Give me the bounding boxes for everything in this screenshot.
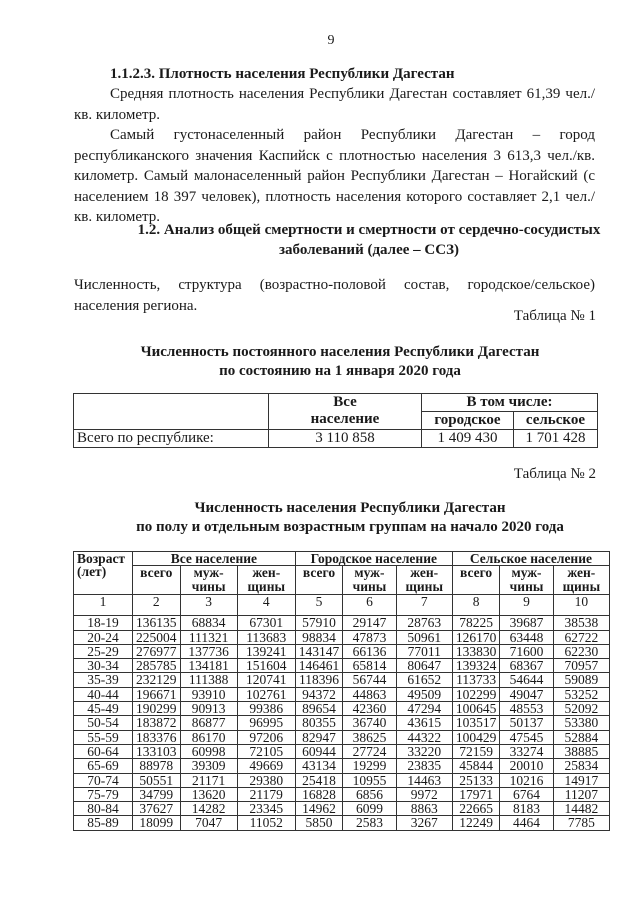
- cell-value: 47294: [396, 702, 452, 716]
- col-number: 4: [237, 595, 295, 616]
- cell-urban: 1 409 430: [422, 430, 514, 448]
- cell-value: 151604: [237, 659, 295, 673]
- cell-value: 80355: [295, 716, 343, 730]
- cell-age: 70-74: [74, 773, 133, 787]
- table-row: [74, 816, 610, 830]
- table-row: [74, 702, 610, 716]
- cell-value: 57910: [295, 616, 343, 630]
- cell-value: 98834: [295, 630, 343, 644]
- cell-age: 50-54: [74, 716, 133, 730]
- col-subheader: жен-щины: [237, 566, 295, 595]
- cell-value: 59089: [553, 673, 609, 687]
- cell-age: 20-24: [74, 630, 133, 644]
- cell-value: 66136: [343, 644, 396, 658]
- cell-value: 8183: [500, 802, 553, 816]
- cell-value: 8863: [396, 802, 452, 816]
- table-row: [74, 644, 610, 658]
- cell-value: 93910: [180, 687, 237, 701]
- cell-value: 2583: [343, 816, 396, 830]
- cell-all: 3 110 858: [269, 430, 422, 448]
- cell-value: 49669: [237, 759, 295, 773]
- cell-value: 44863: [343, 687, 396, 701]
- cell-value: 102299: [452, 687, 500, 701]
- col-number: 9: [500, 595, 553, 616]
- table-row: [74, 673, 610, 687]
- cell-value: 50551: [133, 773, 181, 787]
- cell-value: 72105: [237, 744, 295, 758]
- paragraph-avg-density: Средняя плотность населения Республики Дагестан составляет 61,39 чел./кв. километр.: [74, 86, 595, 123]
- cell-value: 72159: [452, 744, 500, 758]
- cell-value: 38885: [553, 744, 609, 758]
- table2-title: [60, 499, 640, 537]
- paragraph-population-structure: Численность, структура (возрастно-половой состав, городское/сельское) населения региона.: [74, 277, 595, 314]
- cell-age: 18-19: [74, 616, 133, 630]
- cell-value: 9972: [396, 787, 452, 801]
- col-subheader: всего: [295, 566, 343, 595]
- col-subheader: муж-чины: [180, 566, 237, 595]
- col-group: Сельское население: [452, 552, 609, 566]
- cell-value: 38538: [553, 616, 609, 630]
- cell-value: 16828: [295, 787, 343, 801]
- header-row-subcols: [74, 566, 610, 595]
- cell-value: 80647: [396, 659, 452, 673]
- table-row: [74, 687, 610, 701]
- col-number: 3: [180, 595, 237, 616]
- cell-value: 96995: [237, 716, 295, 730]
- cell-value: 7047: [180, 816, 237, 830]
- cell-value: 90913: [180, 702, 237, 716]
- cell-value: 100645: [452, 702, 500, 716]
- section-heading-density: 1.1.2.3. Плотность населения Республики Дагестан: [110, 66, 455, 82]
- cell-value: 86170: [180, 730, 237, 744]
- cell-age: 25-29: [74, 644, 133, 658]
- cell-value: 50137: [500, 716, 553, 730]
- heading-line: 1.2. Анализ общей смертности и смертности от сердечно-сосудистых: [137, 222, 601, 238]
- title-line: Численность населения Республики Дагестан: [194, 500, 506, 516]
- col-subheader: всего: [133, 566, 181, 595]
- col-subheader: жен-щины: [396, 566, 452, 595]
- cell-value: 136135: [133, 616, 181, 630]
- cell-value: 190299: [133, 702, 181, 716]
- cell-value: 14282: [180, 802, 237, 816]
- cell-value: 29147: [343, 616, 396, 630]
- cell-age: 80-84: [74, 802, 133, 816]
- table-row: [74, 773, 610, 787]
- cell-value: 42360: [343, 702, 396, 716]
- table-row: [74, 616, 610, 630]
- cell-value: 285785: [133, 659, 181, 673]
- table-row: [74, 759, 610, 773]
- cell-value: 97206: [237, 730, 295, 744]
- cell-value: 63448: [500, 630, 553, 644]
- col-urban: городское: [422, 412, 514, 430]
- cell-value: 88978: [133, 759, 181, 773]
- cell-value: 60998: [180, 744, 237, 758]
- cell-value: 183376: [133, 730, 181, 744]
- cell-value: 183872: [133, 716, 181, 730]
- heading-line: заболеваний (далее – ССЗ): [278, 242, 459, 258]
- cell-value: 33274: [500, 744, 553, 758]
- cell-value: 20010: [500, 759, 553, 773]
- cell-value: 17971: [452, 787, 500, 801]
- cell-value: 19299: [343, 759, 396, 773]
- cell-value: 34799: [133, 787, 181, 801]
- col-all-population: Все население: [269, 394, 422, 430]
- cell-value: 62722: [553, 630, 609, 644]
- cell-value: 39309: [180, 759, 237, 773]
- table-row: [74, 630, 610, 644]
- cell-value: 86877: [180, 716, 237, 730]
- population-total-table: [73, 393, 598, 448]
- row-label: Всего по республике:: [74, 430, 269, 448]
- cell-value: 61652: [396, 673, 452, 687]
- cell-value: 102761: [237, 687, 295, 701]
- cell-value: 71600: [500, 644, 553, 658]
- cell-value: 21179: [237, 787, 295, 801]
- cell-age: 35-39: [74, 673, 133, 687]
- cell-value: 133830: [452, 644, 500, 658]
- cell-value: 14962: [295, 802, 343, 816]
- table1-title: [60, 343, 620, 381]
- cell-rural: 1 701 428: [513, 430, 597, 448]
- paragraph-density-districts: Самый густонаселенный район Республики Дагестан – город республиканского значения Каспийск с плотностью населения 3 613,3 чел./кв. километр. Самый малонаселенный район Республики Дагестан – Ногайский (с населением 18 397 человек), плотность населения которого составляет 2,1 чел./кв. километр.: [74, 127, 595, 225]
- cell-value: 21171: [180, 773, 237, 787]
- cell-value: 103517: [452, 716, 500, 730]
- cell-value: 126170: [452, 630, 500, 644]
- cell-value: 33220: [396, 744, 452, 758]
- cell-age: 45-49: [74, 702, 133, 716]
- section-heading-mortality: [74, 220, 640, 260]
- cell-age: 55-59: [74, 730, 133, 744]
- cell-value: 47545: [500, 730, 553, 744]
- cell-value: 43615: [396, 716, 452, 730]
- table-row: [74, 430, 598, 448]
- cell-value: 52092: [553, 702, 609, 716]
- cell-value: 196671: [133, 687, 181, 701]
- table-row: [74, 730, 610, 744]
- cell-value: 5850: [295, 816, 343, 830]
- cell-value: 47873: [343, 630, 396, 644]
- col-age: Возраст (лет): [74, 552, 133, 595]
- cell-value: 29380: [237, 773, 295, 787]
- cell-value: 10955: [343, 773, 396, 787]
- col-number: 10: [553, 595, 609, 616]
- cell-value: 11207: [553, 787, 609, 801]
- cell-value: 100429: [452, 730, 500, 744]
- col-subheader: всего: [452, 566, 500, 595]
- cell-value: 28763: [396, 616, 452, 630]
- cell-value: 99386: [237, 702, 295, 716]
- cell-value: 25834: [553, 759, 609, 773]
- cell-value: 37627: [133, 802, 181, 816]
- cell-value: 113733: [452, 673, 500, 687]
- cell-value: 50961: [396, 630, 452, 644]
- col-including: В том числе:: [422, 394, 598, 412]
- cell-value: 56744: [343, 673, 396, 687]
- cell-value: 52884: [553, 730, 609, 744]
- cell-value: 14482: [553, 802, 609, 816]
- cell-value: 14463: [396, 773, 452, 787]
- col-subheader: муж-чины: [500, 566, 553, 595]
- cell-value: 22665: [452, 802, 500, 816]
- cell-value: 44322: [396, 730, 452, 744]
- col-subheader: жен-щины: [553, 566, 609, 595]
- col-number: 5: [295, 595, 343, 616]
- cell-value: 111321: [180, 630, 237, 644]
- table-row: [74, 787, 610, 801]
- cell-age: 60-64: [74, 744, 133, 758]
- cell-value: 6099: [343, 802, 396, 816]
- cell-value: 60944: [295, 744, 343, 758]
- cell-value: 225004: [133, 630, 181, 644]
- cell-value: 25133: [452, 773, 500, 787]
- cell-value: 65814: [343, 659, 396, 673]
- table-row: [74, 744, 610, 758]
- cell-value: 68367: [500, 659, 553, 673]
- page-number: 9: [327, 33, 335, 48]
- col-subheader: муж-чины: [343, 566, 396, 595]
- cell-value: 39687: [500, 616, 553, 630]
- cell-age: 65-69: [74, 759, 133, 773]
- cell-value: 77011: [396, 644, 452, 658]
- cell-value: 11052: [237, 816, 295, 830]
- cell-value: 139324: [452, 659, 500, 673]
- col-group: Городское население: [295, 552, 452, 566]
- cell-value: 118396: [295, 673, 343, 687]
- cell-value: 48553: [500, 702, 553, 716]
- title-line: по полу и отдельным возрастным группам на начало 2020 года: [136, 519, 564, 535]
- cell-value: 23345: [237, 802, 295, 816]
- cell-value: 7785: [553, 816, 609, 830]
- table-row: [74, 802, 610, 816]
- cell-value: 139241: [237, 644, 295, 658]
- col-rural: сельское: [513, 412, 597, 430]
- title-line: Численность постоянного населения Республики Дагестан: [140, 344, 540, 360]
- cell-value: 134181: [180, 659, 237, 673]
- col-number: 8: [452, 595, 500, 616]
- cell-age: 85-89: [74, 816, 133, 830]
- cell-value: 6764: [500, 787, 553, 801]
- cell-value: 18099: [133, 816, 181, 830]
- cell-value: 43134: [295, 759, 343, 773]
- cell-value: 27724: [343, 744, 396, 758]
- cell-value: 276977: [133, 644, 181, 658]
- cell-value: 67301: [237, 616, 295, 630]
- cell-age: 75-79: [74, 787, 133, 801]
- cell-value: 36740: [343, 716, 396, 730]
- header-row-numbers: [74, 595, 610, 616]
- cell-value: 133103: [133, 744, 181, 758]
- cell-value: 49509: [396, 687, 452, 701]
- cell-value: 113683: [237, 630, 295, 644]
- cell-value: 53380: [553, 716, 609, 730]
- cell-value: 38625: [343, 730, 396, 744]
- cell-age: 40-44: [74, 687, 133, 701]
- cell-value: 12249: [452, 816, 500, 830]
- cell-value: 4464: [500, 816, 553, 830]
- cell-age: 30-34: [74, 659, 133, 673]
- cell-value: 49047: [500, 687, 553, 701]
- cell-value: 53252: [553, 687, 609, 701]
- col-number: 6: [343, 595, 396, 616]
- cell-value: 3267: [396, 816, 452, 830]
- cell-value: 120741: [237, 673, 295, 687]
- cell-value: 10216: [500, 773, 553, 787]
- cell-value: 137736: [180, 644, 237, 658]
- cell-value: 78225: [452, 616, 500, 630]
- table-row: [74, 716, 610, 730]
- cell-value: 45844: [452, 759, 500, 773]
- cell-value: 13620: [180, 787, 237, 801]
- col-number: 7: [396, 595, 452, 616]
- cell-value: 25418: [295, 773, 343, 787]
- cell-value: 232129: [133, 673, 181, 687]
- title-line: по состоянию на 1 января 2020 года: [219, 363, 461, 379]
- table1-label: Таблица № 1: [513, 308, 596, 324]
- cell-value: 89654: [295, 702, 343, 716]
- cell-value: 94372: [295, 687, 343, 701]
- cell-value: 23835: [396, 759, 452, 773]
- cell-value: 54644: [500, 673, 553, 687]
- cell-value: 111388: [180, 673, 237, 687]
- population-by-age-table: [73, 551, 610, 831]
- cell-value: 6856: [343, 787, 396, 801]
- cell-value: 14917: [553, 773, 609, 787]
- col-number: 1: [74, 595, 133, 616]
- cell-value: 62230: [553, 644, 609, 658]
- col-number: 2: [133, 595, 181, 616]
- table2-label: Таблица № 2: [513, 466, 596, 482]
- cell-value: 68834: [180, 616, 237, 630]
- cell-value: 146461: [295, 659, 343, 673]
- col-group: Все население: [133, 552, 296, 566]
- cell-value: 143147: [295, 644, 343, 658]
- header-row-groups: [74, 552, 610, 566]
- table-row: [74, 659, 610, 673]
- cell-value: 82947: [295, 730, 343, 744]
- cell-value: 70957: [553, 659, 609, 673]
